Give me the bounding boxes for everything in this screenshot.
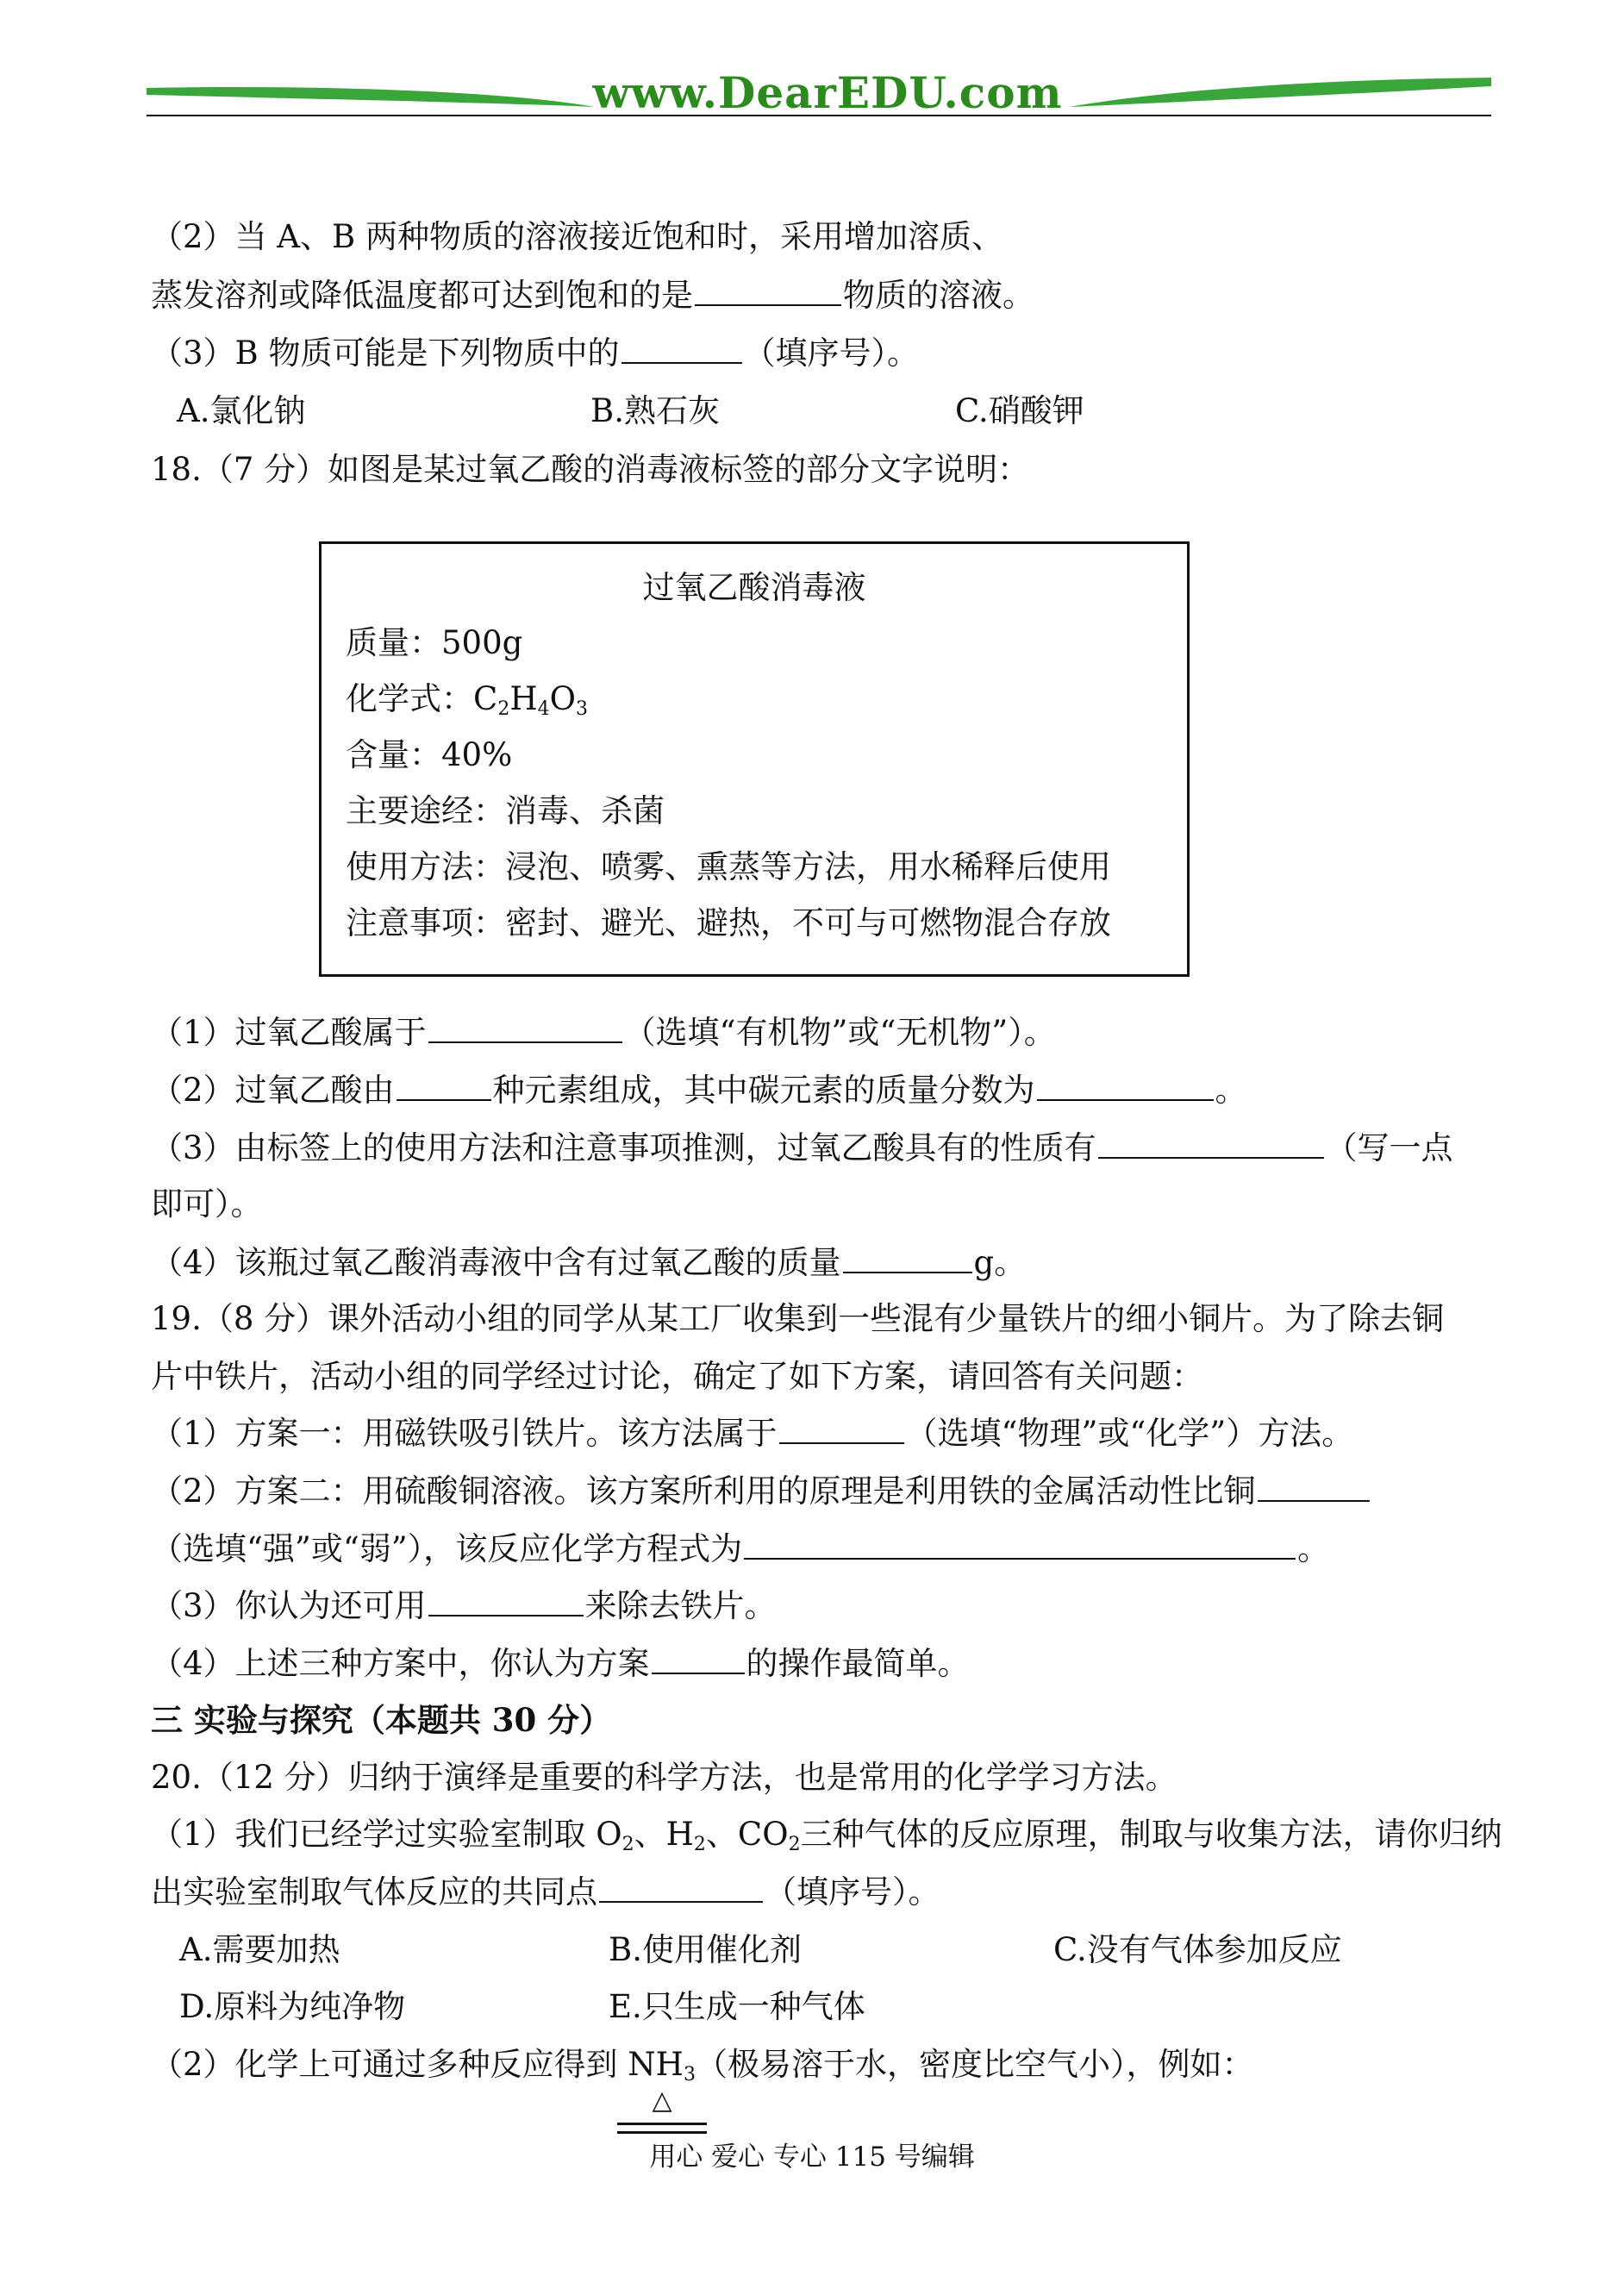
h2-sub: 2 xyxy=(693,1834,706,1855)
formula-o: O xyxy=(549,680,576,717)
formula-o-sub: 3 xyxy=(575,698,588,720)
q19-part1 xyxy=(151,1412,1353,1455)
q18-part3-line2: 即可）。 xyxy=(151,1185,263,1223)
q20-option-b: B.使用催化剂 xyxy=(609,1931,802,1968)
q20-part1-line2-suffix: （填序号）。 xyxy=(765,1873,940,1910)
header-banner xyxy=(147,69,1491,121)
q18-stem: 18.（7 分）如图是某过氧乙酸的消毒液标签的部分文字说明： xyxy=(151,451,1030,488)
formula-c: C xyxy=(473,680,498,717)
q17-part3-suffix: （填序号）。 xyxy=(743,335,919,372)
q17-part2-line2 xyxy=(151,274,1034,317)
q20-part1-line1 xyxy=(151,1813,1502,1856)
q19-part2-suffix: 。 xyxy=(1297,1530,1330,1567)
q19-part4-text: （4）上述三种方案中，你认为方案 xyxy=(151,1645,650,1682)
equals-line-bottom xyxy=(617,2131,707,2134)
answer-blank[interactable] xyxy=(397,1070,491,1101)
q20-part1-text: （1）我们已经学过实验室制取 O xyxy=(151,1816,622,1853)
q20-part2-suffix: （极易溶于水，密度比空气小），例如： xyxy=(695,2046,1254,2083)
heat-triangle-icon: △ xyxy=(652,2086,672,2116)
q20-part1-line2 xyxy=(151,1871,940,1914)
q19-part3-text: （3）你认为还可用 xyxy=(151,1587,427,1624)
q18-part1-text: （1）过氧乙酸属于 xyxy=(151,1014,427,1051)
q17-option-a: A.氯化钠 xyxy=(177,392,306,429)
formula-c-sub: 2 xyxy=(497,698,510,720)
q17-part2-line1: （2）当 A、B 两种物质的溶液接近饱和时，采用增加溶质、 xyxy=(151,218,1003,255)
q19-part1-suffix: （选填“物理”或“化学”）方法。 xyxy=(905,1415,1354,1452)
q18-part1 xyxy=(151,1011,1056,1054)
q20-part1-h2: 、H xyxy=(634,1816,694,1853)
label-formula xyxy=(346,678,588,721)
q19-part2-line1 xyxy=(151,1470,1371,1513)
q18-part3-suffix: （写一点 xyxy=(1325,1129,1453,1166)
q17-part2-suffix: 物质的溶液。 xyxy=(843,277,1034,314)
q20-stem: 20.（12 分）归纳于演绎是重要的科学方法，也是常用的化学学习方法。 xyxy=(151,1759,1177,1796)
co2-sub: 2 xyxy=(788,1834,801,1855)
answer-blank[interactable] xyxy=(1037,1070,1214,1101)
q20-part1-rest: 三种气体的反应原理，制取与收集方法，请你归纳 xyxy=(800,1816,1502,1853)
answer-blank[interactable] xyxy=(779,1413,904,1444)
label-mass: 质量：500g xyxy=(346,624,523,661)
q19-part1-text: （1）方案一：用磁铁吸引铁片。该方法属于 xyxy=(151,1415,778,1452)
q18-part4-suffix: g。 xyxy=(973,1244,1027,1281)
footer-text: 用心 爱心 专心 115 号编辑 xyxy=(649,2142,975,2173)
q18-part4-text: （4）该瓶过氧乙酸消毒液中含有过氧乙酸的质量 xyxy=(151,1244,841,1281)
q19-part4-suffix: 的操作最简单。 xyxy=(746,1645,970,1682)
q20-option-d: D.原料为纯净物 xyxy=(179,1988,406,2025)
q18-part3-line1 xyxy=(151,1127,1453,1170)
q18-part2-text: （2）过氧乙酸由 xyxy=(151,1072,395,1109)
label-method: 使用方法：浸泡、喷雾、熏蒸等方法，用水稀释后使用 xyxy=(346,848,1111,885)
q19-part2-line2 xyxy=(151,1528,1329,1571)
q18-part1-suffix: （选填“有机物”或“无机物”）。 xyxy=(623,1014,1056,1051)
label-use: 主要途经：消毒、杀菌 xyxy=(346,792,665,829)
q20-option-a: A.需要加热 xyxy=(179,1931,340,1968)
q20-part2 xyxy=(151,2043,1253,2086)
q20-part1-line2-text: 出实验室制取气体反应的共同点 xyxy=(151,1873,597,1910)
equals-line-top xyxy=(617,2123,707,2125)
q20-option-e: E.只生成一种气体 xyxy=(609,1988,865,2025)
answer-blank[interactable] xyxy=(428,1585,584,1617)
disinfectant-label-box xyxy=(319,541,1190,977)
o2-sub: 2 xyxy=(621,1834,634,1855)
answer-blank[interactable] xyxy=(621,333,742,364)
q18-part2-mid: 种元素组成，其中碳元素的质量分数为 xyxy=(492,1072,1035,1109)
label-notice: 注意事项：密封、避光、避热，不可与可燃物混合存放 xyxy=(346,904,1111,941)
q18-part3-text: （3）由标签上的使用方法和注意事项推测，过氧乙酸具有的性质有 xyxy=(151,1129,1096,1166)
q18-part2 xyxy=(151,1069,1247,1112)
header-logo[interactable]: www.DearEDU.com xyxy=(592,67,1063,118)
answer-blank[interactable] xyxy=(1098,1128,1324,1159)
label-formula-prefix: 化学式： xyxy=(346,680,473,717)
q17-part3-text: （3）B 物质可能是下列物质中的 xyxy=(151,335,620,372)
q19-stem-line1: 19.（8 分）课外活动小组的同学从某工厂收集到一些混有少量铁片的细小铜片。为了除去铜 xyxy=(151,1300,1445,1337)
label-content: 含量：40% xyxy=(346,736,513,773)
answer-blank[interactable] xyxy=(1258,1471,1370,1502)
answer-blank[interactable] xyxy=(428,1012,622,1043)
heat-condition xyxy=(617,2086,707,2138)
q17-part3 xyxy=(151,332,919,375)
answer-blank[interactable] xyxy=(599,1872,763,1903)
formula-h: H xyxy=(509,680,538,717)
q19-part2-text: （2）方案二：用硫酸铜溶液。该方案所利用的原理是利用铁的金属活动性比铜 xyxy=(151,1473,1256,1510)
q20-part2-text: （2）化学上可通过多种反应得到 NH xyxy=(151,2046,684,2083)
q19-part4 xyxy=(151,1642,970,1685)
answer-blank[interactable] xyxy=(652,1643,745,1674)
q18-part2-suffix: 。 xyxy=(1215,1072,1247,1109)
answer-blank[interactable] xyxy=(744,1529,1296,1560)
q18-part4 xyxy=(151,1241,1026,1285)
q19-part3-suffix: 来除去铁片。 xyxy=(584,1587,777,1624)
q17-part2-text: 蒸发溶剂或降低温度都可达到饱和的是 xyxy=(151,277,693,314)
q19-part2-mid: （选填“强”或“弱”），该反应化学方程式为 xyxy=(151,1530,743,1567)
q17-option-b: B.熟石灰 xyxy=(590,392,720,429)
nh3-sub: 3 xyxy=(683,2064,696,2086)
q17-option-c: C.硝酸钾 xyxy=(955,392,1084,429)
q19-stem-line2: 片中铁片，活动小组的同学经过讨论，确定了如下方案，请回答有关问题： xyxy=(151,1358,1203,1395)
label-title: 过氧乙酸消毒液 xyxy=(642,569,866,606)
section-3-title: 三 实验与探究（本题共 30 分） xyxy=(151,1701,612,1739)
q20-part1-co2: 、CO xyxy=(705,1816,789,1853)
answer-blank[interactable] xyxy=(843,1242,972,1273)
q20-option-c: C.没有气体参加反应 xyxy=(1053,1931,1342,1968)
answer-blank[interactable] xyxy=(695,275,841,306)
q19-part3 xyxy=(151,1585,777,1628)
formula-h-sub: 4 xyxy=(537,698,550,720)
